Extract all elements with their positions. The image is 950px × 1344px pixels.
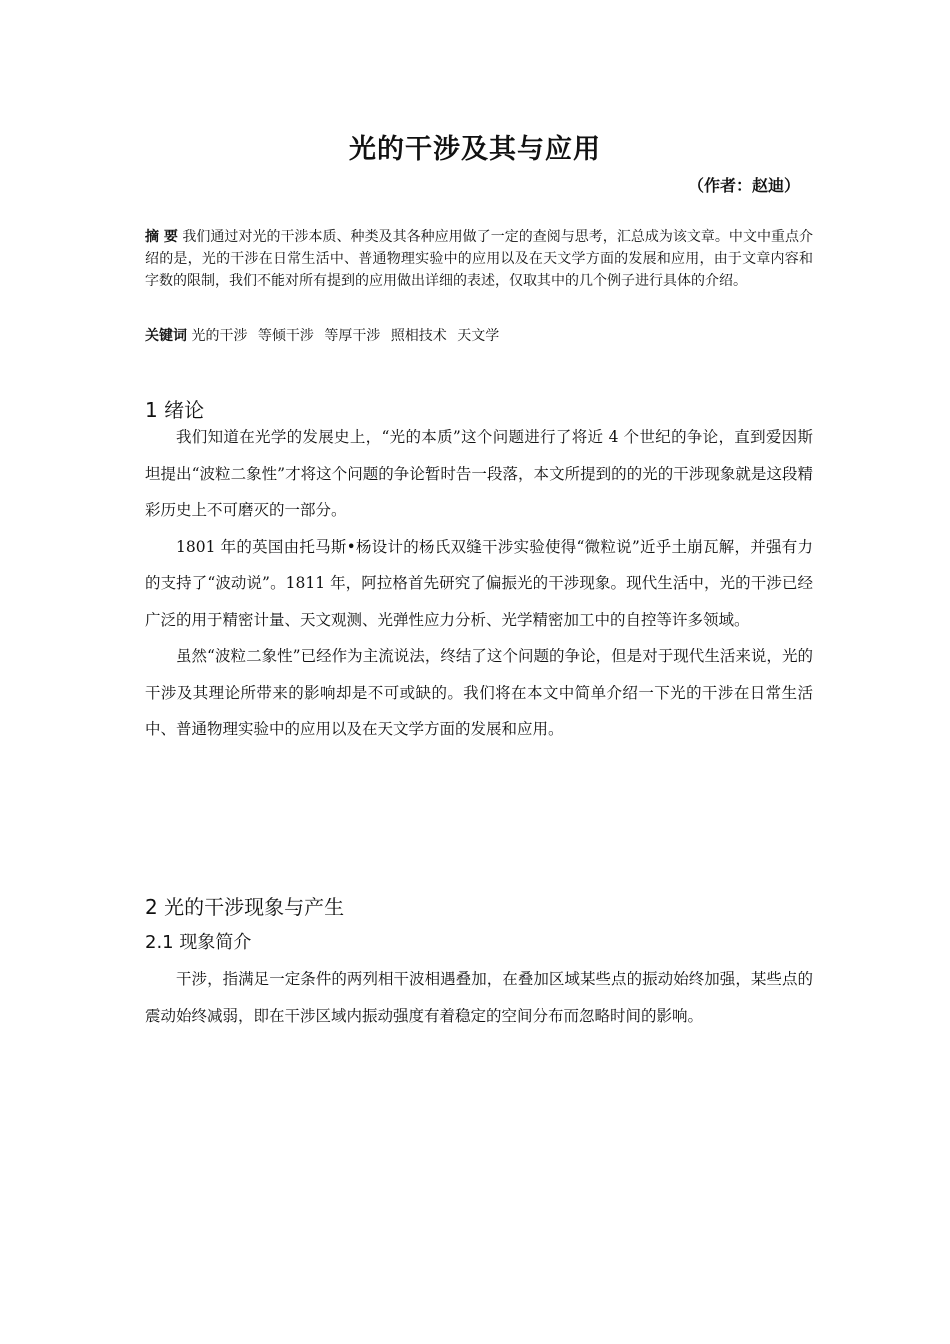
keyword-item: 等倾干涉 xyxy=(257,328,314,344)
section-1-paragraph-1: 我们知道在光学的发展史上，“光的本质”这个问题进行了将近 4 个世纪的争论，直到爱因斯坦提出“波粒二象性”才将这个问题的争论暂时告一段落，本文所提到的的光的干涉现象就是这段精彩历史上不可磨灭的一部分。 xyxy=(145,428,813,519)
section-2-1-heading: 2.1 现象简介 xyxy=(145,932,252,953)
section-1-paragraph-3: 虽然“波粒二象性”已经作为主流说法，终结了这个问题的争论，但是对于现代生活来说，光的干涉及其理论所带来的影响却是不可或缺的。我们将在本文中简单介绍一下光的干涉在日常生活中、普通物理实验中的应用以及在天文学方面的发展和应用。 xyxy=(145,647,813,738)
section-1-heading: 1 绪论 xyxy=(145,398,205,422)
abstract-text: 我们通过对光的干涉本质、种类及其各种应用做了一定的查阅与思考，汇总成为该文章。中文中重点介绍的是，光的干涉在日常生活中、普通物理实验中的应用以及在天文学方面的发展和应用，由于文章内容和字数的限制，我们不能对所有提到的应用做出详细的表述，仅取其中的几个例子进行具体的介绍。 xyxy=(145,229,814,289)
keyword-item: 等厚干涉 xyxy=(324,328,381,344)
section-1-paragraph-2: 1801 年的英国由托马斯•杨设计的杨氏双缝干涉实验使得“微粒说”近乎土崩瓦解，并强有力的支持了“波动说”。1811 年，阿拉格首先研究了偏振光的干涉现象。现代生活中，光的干涉已经广泛的用于精密计量、天文观测、光弹性应力分析、光学精密加工中的自控等许多领域。 xyxy=(145,537,813,629)
author-line: （作者：赵迪） xyxy=(687,176,800,195)
abstract-label: 摘 要 xyxy=(145,229,178,245)
keyword-item: 天文学 xyxy=(457,328,500,344)
keyword-item: 照相技术 xyxy=(390,328,447,344)
section-2-1-body xyxy=(145,961,813,1034)
section-1-body xyxy=(145,419,813,748)
section-2-heading: 2 光的干涉现象与产生 xyxy=(145,895,345,919)
keywords-block xyxy=(145,325,813,347)
keywords-label: 关键词 xyxy=(145,328,187,344)
section-2-1-paragraph-1: 干涉，指满足一定条件的两列相干波相遇叠加，在叠加区域某些点的振动始终加强，某些点的震动始终减弱，即在干涉区域内振动强度有着稳定的空间分布而忽略时间的影响。 xyxy=(145,970,813,1025)
keyword-item: 光的干涉 xyxy=(191,328,248,344)
abstract-block xyxy=(145,226,813,292)
paper-title: 光的干涉及其与应用 xyxy=(349,134,601,165)
